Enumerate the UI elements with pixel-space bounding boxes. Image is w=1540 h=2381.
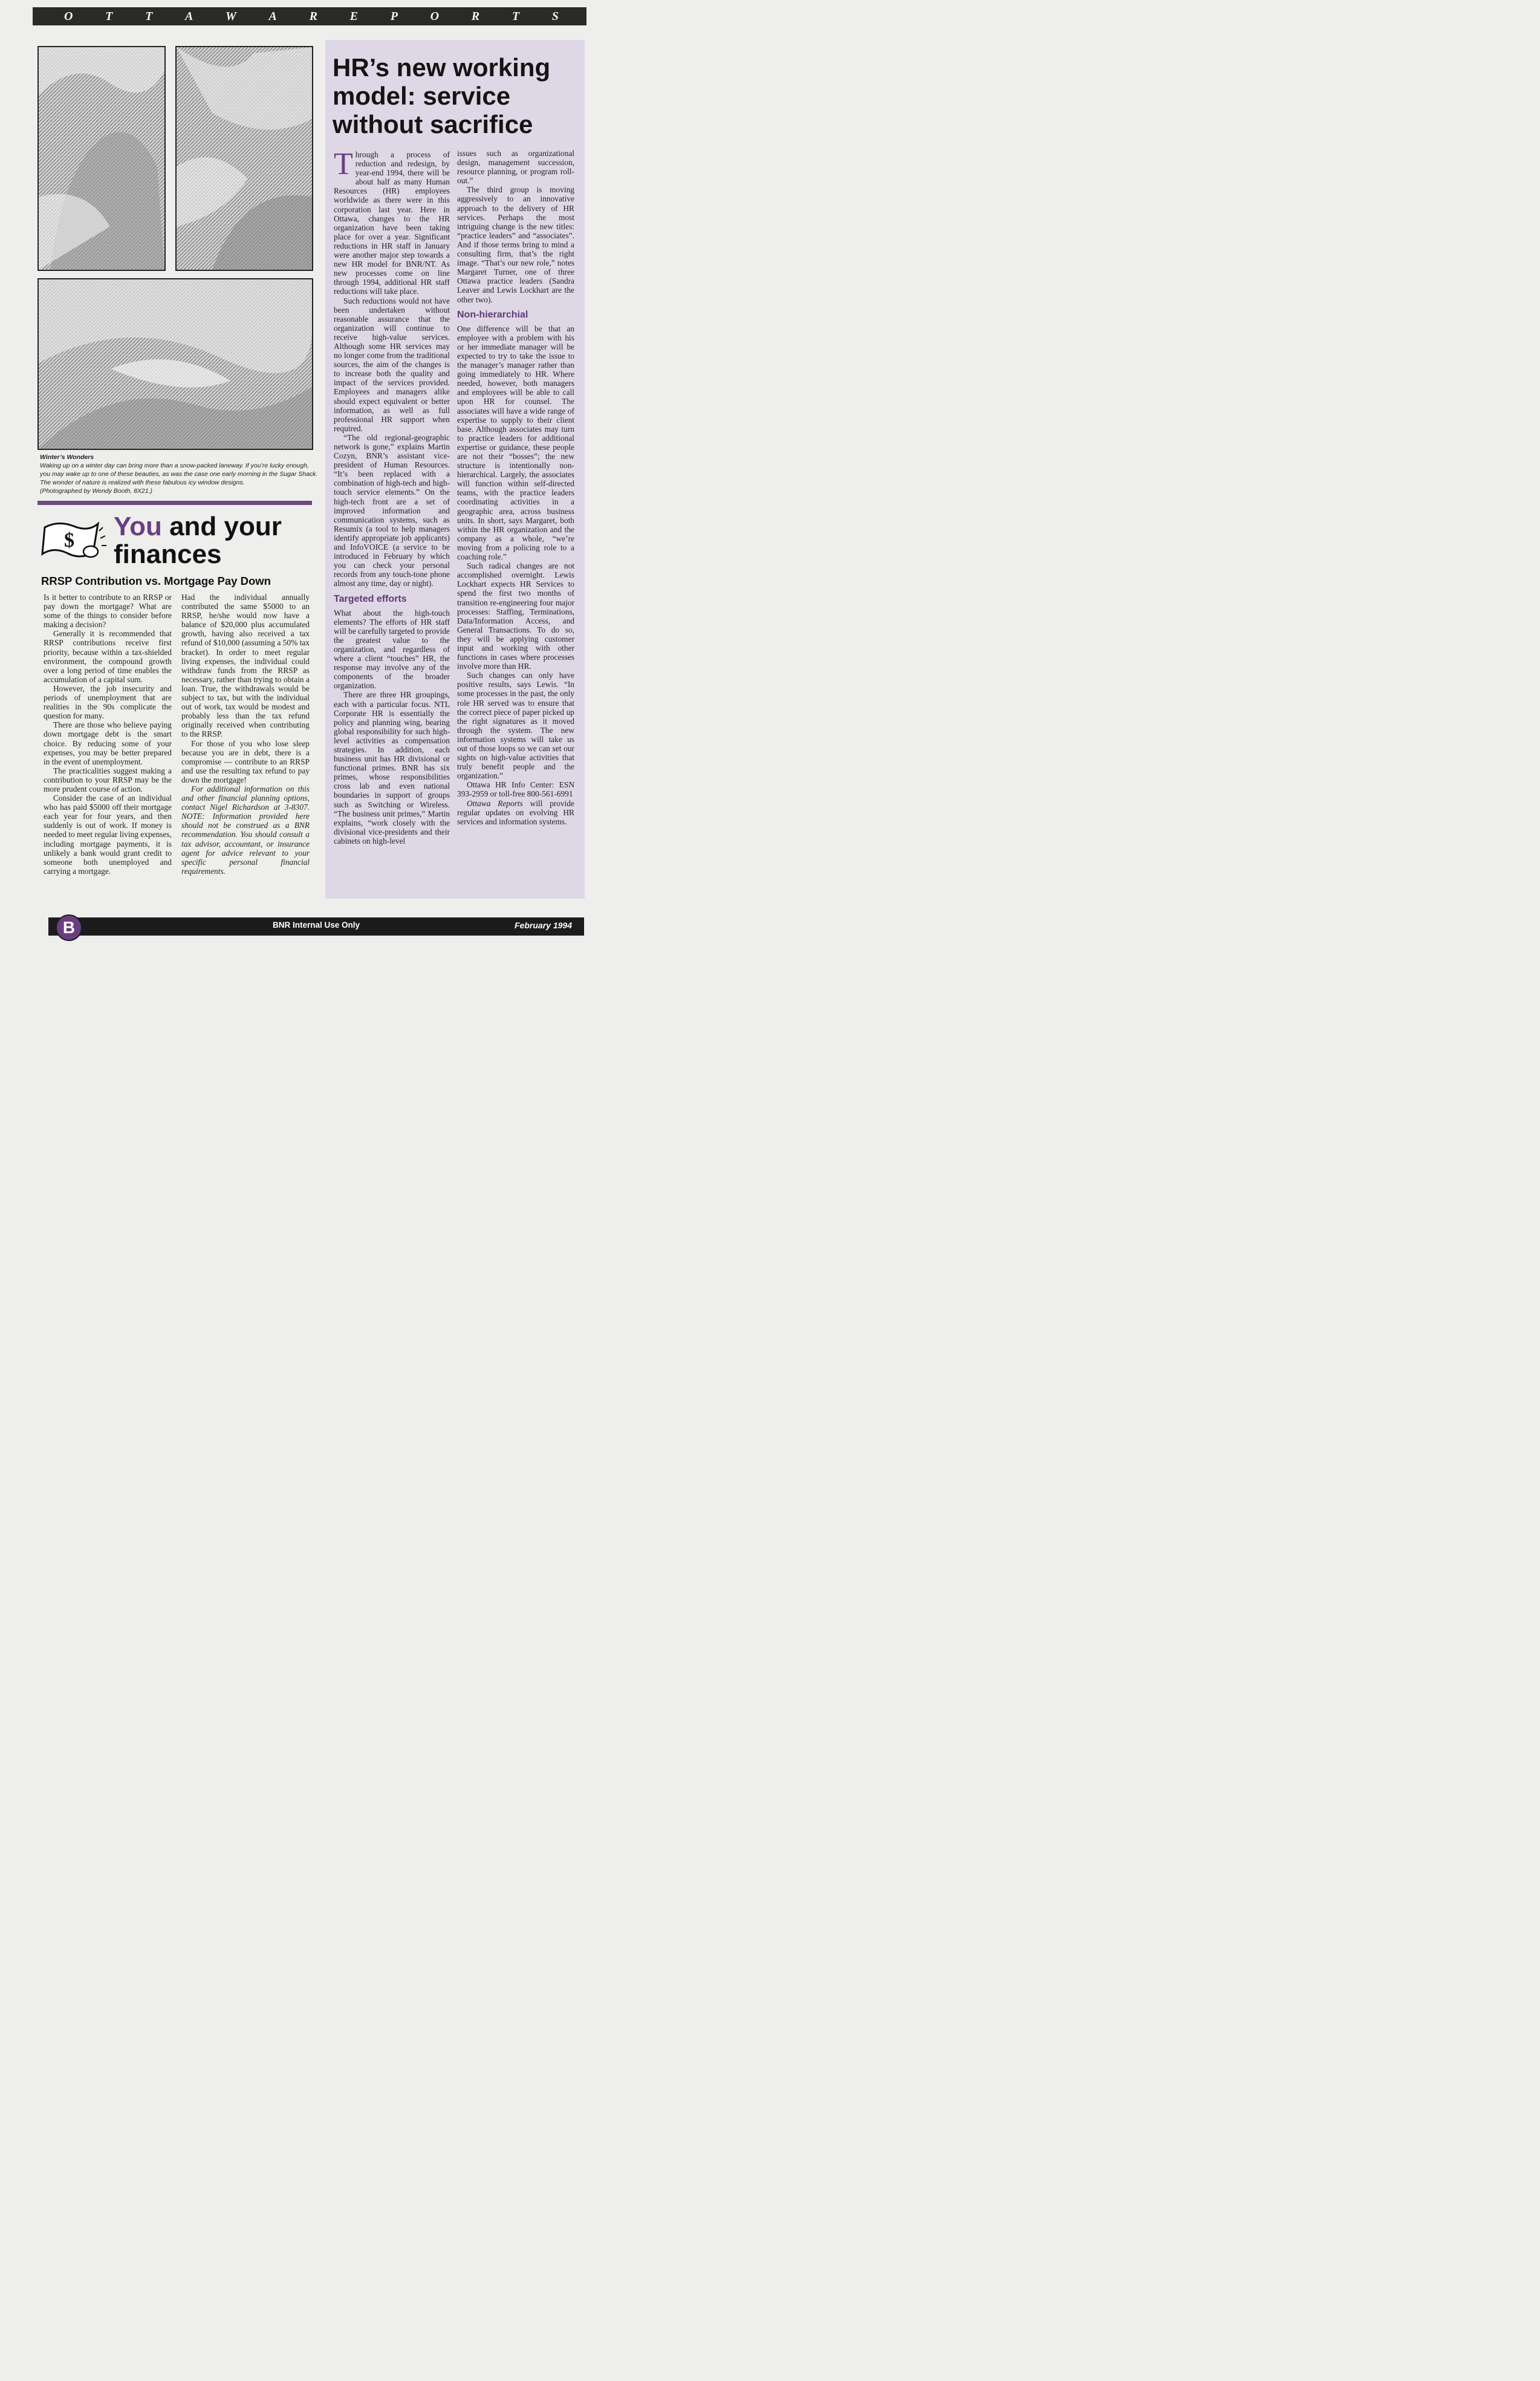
subhead-targeted-efforts: Targeted efforts: [334, 593, 407, 604]
paragraph: One difference will be that an employee with a problem with his or her immediate manager will be expected to try to take the issue to the manager’s manager rather than going immediately to HR. Where needed, however, both managers and employees will be able to call upon HR for counsel. The associates will have a wide range of expertise to supply to their client base. Although associates may turn to practice leaders for additional expertise or guidance, these people are not their “bosses”; the new structure is intentionally non-hierarchical. Largely, the associates will function within self-directed teams, with the practice leaders coordinating activities in a geographic area, across business units. In short, says Margaret, both within the HR organization and the company as a whole, “we’re moving from a policing role to a coaching role.”: [457, 324, 574, 562]
masthead-letter: A: [185, 9, 193, 23]
footer-bar: [48, 917, 584, 936]
caption-text: Waking up on a winter day can bring more than a snow-packed laneway. If you’re lucky enough, you may wake up to one of these beauties, as was the case one early morning in the Sugar Shack. The wonder of nature is realized with these fabulous icy window designs.: [40, 462, 318, 486]
title-you: You: [114, 512, 162, 541]
paragraph: Such changes can only have positive results, says Lewis. “In some processes in the past, the only role HR served was to ensure that the correct piece of paper picked up the right signatures as it moved through the system. The new information systems will take us out of those loops so we can set our sights on high-value activities that truly benefit people and the organization.”: [457, 671, 574, 781]
finances-subtitle: RRSP Contribution vs. Mortgage Pay Down: [41, 575, 271, 587]
paragraph: What about the high-touch elements? The efforts of HR staff will be carefully targeted to provide the greatest value to the organization, and regardless of where a client “touches” HR, the response may involve any of the components of the broader organization.: [334, 608, 450, 691]
masthead-letter: T: [512, 9, 520, 23]
finances-column-2: [181, 593, 310, 876]
page-badge: B: [56, 914, 82, 941]
hr-lead-paragraph: [334, 147, 450, 296]
masthead-letter: O: [64, 9, 73, 23]
paragraph: issues such as organizational design, management succession, resource planning, or program roll-out.”: [457, 149, 574, 186]
paragraph: For those of you who lose sleep because you are in debt, there is a compromise — contribute to an RRSP and use the resulting tax refund to pay down the mortgage!: [181, 738, 310, 784]
frost-photo-2: [175, 46, 313, 271]
title-rest1: and your: [161, 512, 282, 541]
closing-text: will provide regular updates on evolving HR services and information systems.: [457, 798, 574, 826]
caption-title: Winter’s Wonders: [40, 454, 94, 461]
footer-date: February 1994: [515, 920, 572, 930]
money-icon: [40, 515, 108, 564]
title-rest2: finances: [114, 539, 222, 569]
paragraph: Consider the case of an individual who has paid $5000 off their mortgage each year for four years, and then suddenly is out of work. If money is needed to meet regular living expenses, including mortgage payments, it is unlikely a bank would grant credit to someone both unemployed and carrying a mortgage.: [44, 793, 172, 876]
finances-title: [114, 513, 282, 568]
masthead-letter: A: [268, 9, 277, 23]
finances-disclaimer: For additional information on this and other financial planning options, contact Nigel Richardson at 3-8307. NOTE: Information provided here should not be construed as a BNR recommendation. You should consult a tax advisor, accountant, or insurance agent for advice relevant to your specific personal financial requirements.: [181, 784, 310, 876]
paragraph: Had the individual annually contributed the same $5000 to an RRSP, he/she would now have a balance of $20,000 plus accumulated growth, having also received a tax refund of $10,000 (assuming a 50% tax bracket). In order to meet regular living expenses, the individual could withdraw funds from the RRSP as necessary, rather than trying to obtain a loan. True, the withdrawals would be subject to tax, but with the individual out of work, tax would be modest and probably less than the tax refund originally received when contributing to the RRSP.: [181, 593, 310, 739]
footer-internal-use: BNR Internal Use Only: [272, 920, 360, 930]
hr-column-1: [334, 147, 450, 845]
masthead-letter: T: [145, 9, 153, 23]
paragraph: Such radical changes are not accomplished overnight. Lewis Lockhart expects HR Services to spend the first two months of transition re-engineering four major processes: Staffing, Terminations, Data/Information Access, and General Transactions. To do so, they will be applying customer input and working with other functions in cases where processes involve more than HR.: [457, 561, 574, 671]
masthead-letter: R: [309, 9, 317, 23]
subhead-non-hierarchial: Non-hierarchial: [457, 309, 528, 320]
drop-cap: T: [334, 147, 353, 181]
paragraph: There are three HR groupings, each with a particular focus. NTL Corporate HR is essentially the policy and planning wing, bearing global responsibility for such high-level activities as compensation strategies. In addition, each business unit has HR divisional or functional primes. BNR has six primes, whose responsibilities cross lab and even national boundaries in support of groups such as Switching or Wireless. “The business unit primes,” Martin explains, “work closely with the divisional vice-presidents and their cabinets on high-level: [334, 690, 450, 845]
frost-photo-3: [37, 278, 313, 450]
masthead-letter: E: [349, 9, 358, 23]
paragraph: Such reductions would not have been undertaken without reasonable assurance that the organization will continue to receive high-value services. Although some HR services may no longer come from the traditional sources, the aim of the changes is to increase both the quality and impact of the services provided. Employees and managers alike should expect equivalent or better information, as well as full professional HR support when required.: [334, 296, 450, 433]
hr-column-2: [457, 149, 574, 826]
masthead-bar: [33, 7, 586, 25]
masthead-letter: O: [430, 9, 440, 23]
masthead-letter: S: [551, 9, 559, 23]
paragraph: The practicalities suggest making a contribution to your RRSP may be the more prudent course of action.: [44, 766, 172, 793]
section-rule: [37, 501, 312, 505]
hr-closing-paragraph: [457, 799, 574, 826]
dollar-sign: $: [64, 529, 74, 552]
photo-caption: [40, 453, 318, 495]
masthead-letter: T: [105, 9, 113, 23]
masthead-letter: P: [390, 9, 398, 23]
hr-headline: HR’s new working model: service without sacrifice: [333, 53, 551, 138]
finances-column-1: [44, 593, 172, 876]
paragraph: However, the job insecurity and periods of unemployment that are realities in the 90s complicate the question for many.: [44, 683, 172, 721]
frost-photo-1: [37, 46, 166, 271]
paragraph: The third group is moving aggressively to an innovative approach to the delivery of HR services. Perhaps the most intriguing change is the new titles: “practice leaders” and “associates”. And if those terms bring to mind a consulting firm, that’s the right image. “That’s our new role,” notes Margaret Turner, one of three Ottawa practice leaders (Sandra Leaver and Lewis Lockhart are the other two).: [457, 185, 574, 304]
paragraph: Is it better to contribute to an RRSP or pay down the mortgage? What are some of the things to consider before making a decision?: [44, 593, 172, 630]
paragraph: There are those who believe paying down mortgage debt is the smart choice. By reducing some of your expenses, you may be better prepared in the event of unemployment.: [44, 720, 172, 766]
paragraph: Ottawa HR Info Center: ESN 393-2959 or toll-free 800-561-6991: [457, 780, 574, 799]
hr-lead-text: hrough a process of reduction and redesign, by year-end 1994, there will be about half as many Human Resources (HR) employees worldwide as there were in this corporation last year. Here in Ottawa, changes to the HR organization have been taking place for over a year. Significant reductions in HR staff in January were another major step towards a new HR model for BNR/NT. As new processes come on line through 1994, additional HR staff reductions will take place.: [334, 150, 450, 296]
paragraph: Generally it is recommended that RRSP contributions receive first priority, because within a tax-shielded environment, the compound growth over a long period of time enables the accumulation of a capital sum.: [44, 629, 172, 684]
masthead-letter: R: [471, 9, 480, 23]
paragraph: “The old regional-geographic network is gone,” explains Martin Cozyn, BNR’s assistant vice-president of Human Resources. “It’s been replaced with a combination of high-tech and high-touch service elements.” On the high-tech front are a set of improved information and communication systems, such as Resumix (a tool to help managers identify appropriate job applicants) and InfoVOICE (a service to be introduced in February by which you can check your personal records from any touch-tone phone almost any time, day or night).: [334, 432, 450, 588]
closing-italic: Ottawa Reports: [467, 798, 523, 808]
masthead-letter: W: [226, 9, 236, 23]
caption-credit: (Photographed by Wendy Booth, 8X21.): [40, 487, 153, 495]
